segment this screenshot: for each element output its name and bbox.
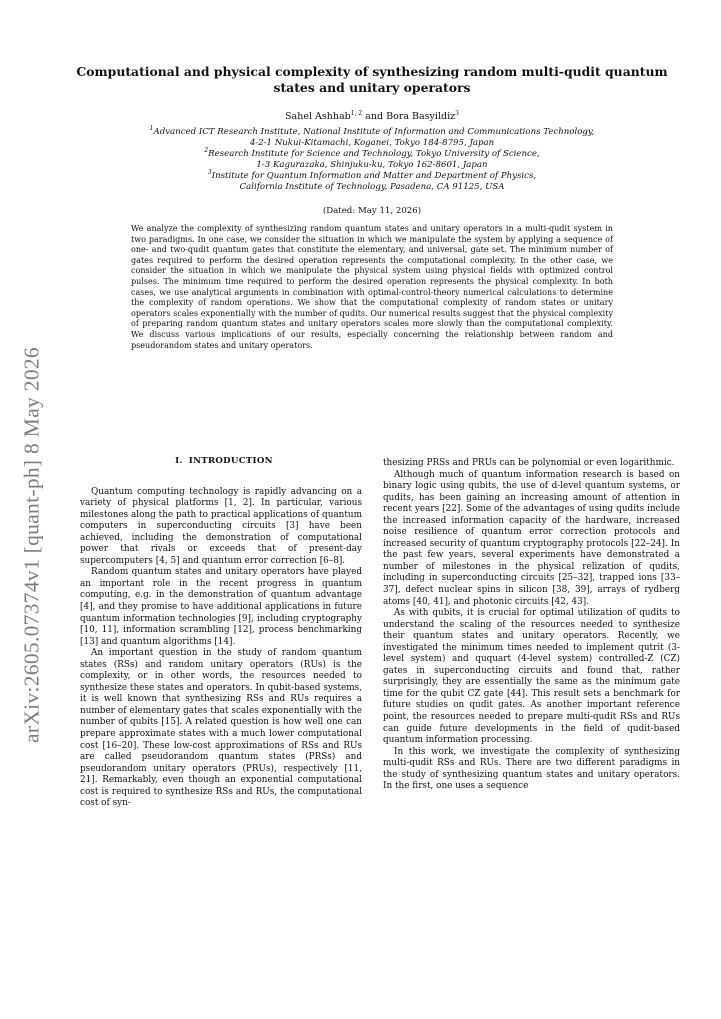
affiliation-line: Advanced ICT Research Institute, National Institute of Information and Communications Technology, <box>153 127 595 137</box>
author-name: Bora Basyildiz <box>386 111 456 122</box>
affiliation-line: California Institute of Technology, Pasadena, CA 91125, USA <box>239 182 505 193</box>
paragraph: In this work, we investigate the complexity of synthesizing multi-qudit RSs and RUs. There are two different paradigms in the study of synthesizing quantum states and unitary operators. In the first, one uses a sequence <box>383 746 680 792</box>
author-affiliation-marker: 1, 2 <box>350 110 363 117</box>
affiliation-number: 3 <box>207 169 212 177</box>
paragraph: thesizing PRSs and PRUs can be polynomial or even logarithmic. <box>383 458 675 468</box>
author-affiliation-marker: 3 <box>455 110 459 117</box>
author-name: Sahel Ashhab <box>285 111 351 122</box>
date-line: (Dated: May 11, 2026) <box>322 206 422 216</box>
paragraph: As with qubits, it is crucial for optimal utilization of qudits to understand the scaling of the resources needed to synthesize their quantum states and unitary operators. Recently, we investigated the minimum times needed to implement qutrit (3-level system) and ququart (4-level system) controlled-Z (CZ) gates in superconducting circuits and found that, rather surprisingly, they are essentially the same as the minimum gate time for the qubit CZ gate [44]. This result sets a benchmark for future studies on qudit gates. As another important reference point, the resources needed to prepare multi-qudit RSs and RUs can guide future developments in the field of qudit-based quantum information processing. <box>383 608 680 746</box>
affiliation-line: Institute for Quantum Information and Matter and Department of Physics, <box>211 171 537 182</box>
right-column <box>383 458 680 793</box>
affiliation-number: 1 <box>149 125 154 132</box>
affiliation <box>60 149 684 160</box>
abstract: We analyze the complexity of synthesizing random quantum states and unitary operators in a multi-qudit system in two paradigms. In one case, we consider the situation in which we manipulate the system by applying a sequence of one- and two-qudit quantum gates that constitute the elementary, and universal, gate set. The minimum number of gates required to perform the desired operation represents the computational complexity. In the other case, we consider the situation in which we manipulate the physical system using physical fields with optimized control pulses. The minimum time required to perform the desired operation represents the physical complexity. In both cases, we use analytical arguments in combination with optimal-control-theory numerical calculations to determine the complexity of random operations. We show that the computational complexity of random states or unitary operators scales exponentially with the number of qudits. Our numerical results suggest that the physical complexity of preparing random quantum states and unitary operators scales more slowly than the computational complexity. We discuss various implications of our results, especially concerning the relationship between random and pseudorandom states and unitary operators. <box>131 224 613 350</box>
section-title: INTRODUCTION <box>188 456 273 466</box>
paragraph: An important question in the study of random quantum states (RSs) and random unitary operators (RUs) is the complexity, or in other words, the resources needed to synthesize these states and operators. In qubit-based systems, it is well known that synthesizing RSs and RUs requires a number of elementary gates that scales exponentially with the number of qubits [15]. A related question is how well one can prepare approximate states with a much lower computational cost [16–20]. These low-cost approximations of RSs and RUs are called pseudorandom quantum states (PRSs) and pseudorandom unitary operators (PRUs), respectively [11, 21]. Remarkably, even though an exponential computational cost is required to synthesize RSs and RUs, the computational cost of syn- <box>80 648 362 809</box>
affiliation-number: 2 <box>204 147 209 155</box>
paper-title: Computational and physical complexity of synthesizing random multi-qudit quantum states and unitary operators <box>76 64 668 95</box>
author-connector: and <box>362 111 387 122</box>
paragraph: Quantum computing technology is rapidly advancing on a variety of physical platforms [1, 2]. In particular, various milestones along the path to practical applications of quantum computers in superconducting circuits [3] have been achieved, including the demonstration of computational power that rivals or exceeds that of present-day supercomputers [4, 5] and quantum error correction [6–8]. <box>80 486 362 566</box>
author-list <box>60 111 684 122</box>
paragraph: Although much of quantum information research is based on binary logic using qubits, the use of d-level quantum systems, or qudits, has been gaining an increasing amount of attention in recent years [22]. Some of the advantages of using qudits include the increased information capacity of the hardware, increased noise resilience of quantum error correction protocols and increased security of quantum cryptography protocols [22–24]. In the past few years, several experiments have demonstrated a number of milestones in the physical relization of qudits, including in superconducting circuits [25–32], trapped ions [33–37], defect nuclear spins in silicon [38, 39], arrays of rydberg atoms [40, 41], and photonic circuits [42, 43]. <box>383 469 680 607</box>
affiliation <box>60 171 684 182</box>
affiliation-line: 1-3 Kagurazaka, Shinjuku-ku, Tokyo 162-8601, Japan <box>256 160 488 171</box>
section-number: I. <box>175 456 183 466</box>
left-column <box>80 456 362 810</box>
arxiv-identifier: arXiv:2605.07374v1 [quant-ph] 8 May 2026 <box>19 347 44 743</box>
affiliation <box>60 127 684 138</box>
arxiv-sidebar-stamp <box>12 310 52 780</box>
section-heading <box>80 456 362 468</box>
affiliation-line: Research Institute for Science and Technology, Tokyo University of Science, <box>208 149 540 160</box>
affiliation-line: 4-2-1 Nukui-Kitamachi, Koganei, Tokyo 184-8795, Japan <box>249 138 495 149</box>
paragraph: Random quantum states and unitary operators have played an important role in the recent progress in quantum computing, e.g. in the demonstration of quantum advantage [4], and they promise to have additional applications in future quantum information technologies [9], including cryptography [10, 11], information scrambling [12], process benchmarking [13] and quantum algorithms [14]. <box>80 567 362 647</box>
affiliations <box>60 127 684 194</box>
